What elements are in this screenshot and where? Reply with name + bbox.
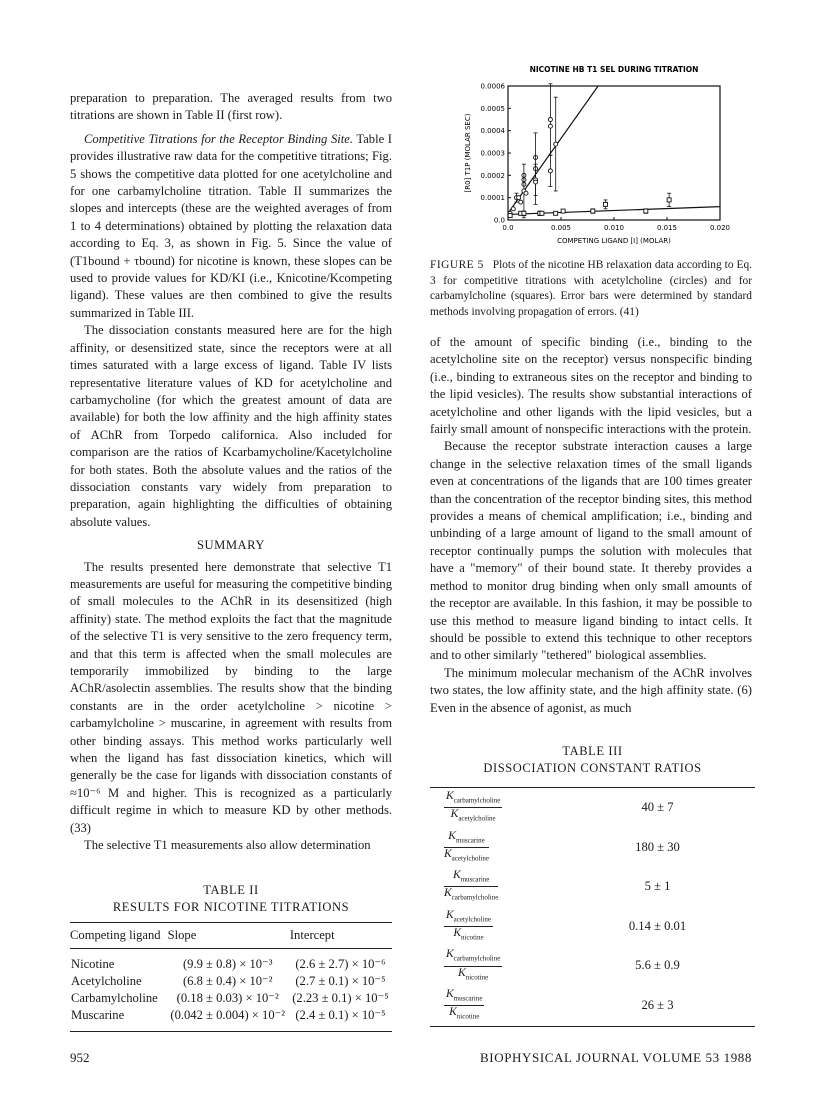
paragraph: of the amount of specific binding (i.e., binding to the acetylcholine site on the receptor) versus nonspecific binding (i.e., binding to extraneous sites on the receptor and binding to the lipid vesicles). The results show substantial interactions of acetylcholine and other ligands with the lipid vesicles, but a fairly small amount of nonspecific interactions with the protein. <box>430 335 752 437</box>
journal-footer: BIOPHYSICAL JOURNAL VOLUME 53 1988 <box>480 1050 752 1065</box>
y-tick-label: 0.0005 <box>480 104 505 113</box>
figure-label: FIGURE 5 <box>430 259 484 271</box>
ratio-fraction: $\frac{K_{muscarine}}{K_{carbamylcholine}}$ <box>444 869 499 902</box>
table-cell: Nicotine <box>71 957 115 972</box>
table-cell: Carbamylcholine <box>71 991 158 1006</box>
column-header: Intercept <box>289 928 335 943</box>
caption-text: Plots of the nicotine HB relaxation data according to Eq. 3 for competitive titrations with acetylcholine (circles) and for carbamylcholine (squares). Error bars were determined by standard methods involving propagation of errors. (41) <box>430 259 752 318</box>
ratio-fraction: $\frac{K_{acetylcholine}}{K_{nicotine}}$ <box>446 908 491 942</box>
ratio-fraction: $\frac{K_{carbamylcholine}}{K_{acetylcholine}}$ <box>446 789 501 823</box>
y-tick-label: 0.0002 <box>480 171 505 180</box>
table-cell: Muscarine <box>71 1008 125 1023</box>
paragraph: Table I provides illustrative raw data for the competitive titrations; Fig. 5 shows the competitive data plotted for one acetylcholine and for one carbamylcholine titration. Table II summarizes the slopes and intercepts (these are the weighted averages of from 1 to 4 determinations) obtained by plotting the relaxation data according to Eq. 3, as shown in Fig. 5. Since the value of (T1bound + τbound) for nicotine is known, these slopes can be used to provide values for KD/KI (i.e., Knicotine/Kcompeting ligand). These values are then combined to give the results summarized in Table III. <box>70 131 392 320</box>
paragraph: The results presented here demonstrate that selective T1 measurements are useful for measuring the competitive binding of small molecules to the AChR in its desensitized (high affinity) state. The method exploits the fact that the magnitude of the selective T1 is very sensitive to the zero frequency term, and that this term is affected when the small molecules are temporarily immobilized by binding to the large AChR/asolectin assemblies. The results show that the binding constants are in the order acetylcholine > nicotine > carbamylcholine > muscarine, in agreement with results from other binding assays. This method works particularly well when the ligand has fast dissociation kinetics, which will generally be the case for ligands with dissociation constants of ≈10⁻⁶ M and higher. This is recognized as a particularly difficult regime in which to measure KD by other methods. (33) <box>70 559 392 835</box>
acetylcholine-point <box>534 180 538 184</box>
carbamylcholine-point <box>561 209 565 213</box>
table-row <box>70 973 392 990</box>
table-cell: (0.18 ± 0.03) × 10⁻² <box>176 991 279 1006</box>
table-row <box>70 1007 392 1032</box>
carbamylcholine-point <box>604 202 608 206</box>
paragraph: preparation to preparation. The averaged results from two titrations are shown in Table II (first row). <box>70 91 392 123</box>
ratio-value: 180 ± 30 <box>635 839 680 854</box>
ratio-value: 5 ± 1 <box>644 879 671 894</box>
table-row <box>430 828 755 868</box>
carbamylcholine-point <box>522 211 526 215</box>
column-header: Slope <box>167 928 197 943</box>
column-header: Competing ligand <box>70 928 161 943</box>
table-cell: (0.042 ± 0.004) × 10⁻² <box>170 1008 286 1023</box>
ratio-fraction: $\frac{K_{muscarine}}{K_{nicotine}}$ <box>446 987 483 1021</box>
table-row <box>430 946 755 986</box>
chart-title: NICOTINE HB T1 SEL DURING TITRATION <box>529 65 699 74</box>
carbamylcholine-point <box>591 209 595 213</box>
ratio-fraction: $\frac{K_{carbamylcholine}}{K_{nicotine}}$ <box>446 948 501 981</box>
table-row <box>70 949 392 974</box>
plot-frame <box>508 86 720 220</box>
chart <box>420 60 750 255</box>
summary-heading: SUMMARY <box>197 538 265 553</box>
x-tick-label: 0.015 <box>656 224 678 232</box>
ratio-fraction: $\frac{K_{muscarine}}{K_{acetylcholine}}$ <box>444 829 489 863</box>
table-cell: Acetylcholine <box>71 974 142 989</box>
acetylcholine-point <box>548 124 552 128</box>
table-title: DISSOCIATION CONSTANT RATIOS <box>483 760 702 775</box>
acetylcholine-point <box>519 200 523 204</box>
ratio-value: 0.14 ± 0.01 <box>628 918 687 933</box>
figure-5 <box>420 60 750 255</box>
table-cell: (2.23 ± 0.1) × 10⁻⁵ <box>292 991 389 1006</box>
figure-caption <box>430 258 752 320</box>
carbamylcholine-point <box>667 198 671 202</box>
table-cell: (2.7 ± 0.1) × 10⁻⁵ <box>295 974 386 989</box>
carbamylcholine-point <box>540 211 544 215</box>
table-2 <box>70 882 392 1032</box>
y-axis-label: [R0] T1P (MOLAR SEC) <box>464 113 472 193</box>
table-title: RESULTS FOR NICOTINE TITRATIONS <box>112 900 350 915</box>
paragraph: The minimum molecular mechanism of the AChR involves two states, the low affinity state, and the high affinity state. (6) Even in the absence of agonist, as much <box>430 665 752 715</box>
acetylcholine-point <box>524 191 528 195</box>
y-tick-label: 0.0003 <box>480 149 505 158</box>
table-cell: (2.4 ± 0.1) × 10⁻⁵ <box>295 1008 386 1023</box>
table-row <box>430 867 755 907</box>
y-tick-label: 0.0004 <box>480 127 505 136</box>
acetylcholine-fit-line <box>508 86 598 213</box>
acetylcholine-point <box>511 207 515 211</box>
acetylcholine-point <box>548 169 552 173</box>
table-number: TABLE II <box>203 883 259 898</box>
acetylcholine-point <box>517 196 521 200</box>
acetylcholine-point <box>554 142 558 146</box>
table-cell: (9.9 ± 0.8) × 10⁻³ <box>182 957 273 972</box>
y-tick-label: 0.0 <box>493 216 505 225</box>
paragraph: The dissociation constants measured here are for the high affinity, or desensitized state, since the receptors were at all times saturated with a large excess of ligand. Table IV lists representative literature values of KD for acetylcholine and carbamycholine (for which the greatest amount of data are available) for both the low affinity and the high affinity states of AChR from Torpedo californica. Also included for comparison are the ratios of Kcarbamycholine/Kacetylcholine for both states. Both the absolute values and the ratios of the dissociation constants vary widely from preparation to preparation, again highlighting the difficulties of obtaining absolute values. <box>70 323 392 529</box>
ratio-value: 5.6 ± 0.9 <box>635 958 680 973</box>
table-row <box>430 787 755 827</box>
ratio-value: 26 ± 3 <box>641 998 674 1012</box>
table-row <box>430 907 755 947</box>
x-tick-label: 0.0 <box>502 224 514 232</box>
y-tick-label: 0.0006 <box>480 82 505 91</box>
x-tick-label: 0.010 <box>603 224 625 232</box>
x-tick-label: 0.020 <box>709 224 731 232</box>
table-row <box>430 986 755 1026</box>
left-column <box>70 90 392 1032</box>
table-cell: (2.6 ± 2.7) × 10⁻⁶ <box>295 957 386 972</box>
acetylcholine-point <box>548 118 552 122</box>
section-heading: Competitive Titrations for the Receptor Binding Site. <box>84 131 353 146</box>
x-tick-label: 0.005 <box>550 224 572 232</box>
table-cell: (6.8 ± 0.4) × 10⁻² <box>182 974 273 989</box>
paragraph: The selective T1 measurements also allow determination <box>84 838 371 853</box>
carbamylcholine-point <box>644 209 648 213</box>
paragraph: Because the receptor substrate interaction causes a large change in the selective relaxation times of the small ligands even at concentrations of the ligands that are 100 times greater than the concentration of the receptor binding sites, this method provides a means of chemical amplification; i.e., binding and unbinding of a large amount of ligand to the small amount of receptor continually pumps the solution with molecules that have a "memory" of their bound state. It thereby provides a method to monitor drug binding when only small amounts of the receptor are available. In this fashion, it may be possible to use this method to measure ligand binding to intact cells. It should be possible to extend this technique to other receptors and to other similarly "tethered" biological assemblies. <box>430 439 752 663</box>
table-number: TABLE III <box>562 743 623 758</box>
table-row <box>70 990 392 1007</box>
carbamylcholine-point <box>508 214 512 218</box>
page-number: 952 <box>70 1050 90 1065</box>
right-column <box>430 258 752 1027</box>
carbamylcholine-point <box>554 211 558 215</box>
table-3 <box>430 743 755 1027</box>
ratio-value: 40 ± 7 <box>641 800 674 815</box>
y-tick-label: 0.0001 <box>480 194 505 203</box>
x-axis-label: COMPETING LIGAND [I] (MOLAR) <box>557 237 671 245</box>
